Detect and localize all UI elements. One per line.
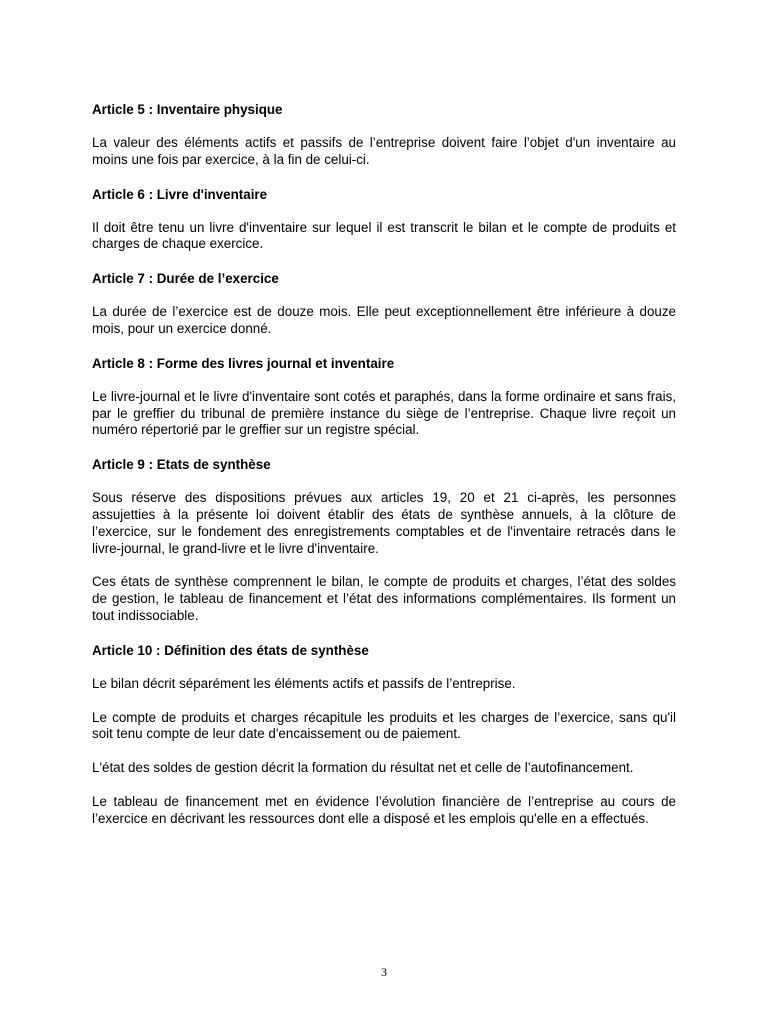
article-paragraph: Le bilan décrit séparément les éléments actifs et passifs de l’entreprise.	[92, 675, 516, 691]
article-paragraph: La durée de l’exercice est de douze mois. Elle peut exceptionnellement être inférieure à douze mois, pour un exercice donné.	[92, 304, 676, 336]
article-10	[92, 642, 676, 828]
article-heading: Article 9 : Etats de synthèse	[92, 457, 271, 473]
article-heading: Article 7 : Durée de l’exercice	[92, 271, 279, 287]
article-5	[92, 101, 676, 169]
article-heading: Article 8 : Forme des livres journal et inventaire	[92, 355, 395, 371]
article-heading: Article 5 : Inventaire physique	[92, 102, 283, 117]
article-heading: Article 10 : Définition des états de synthèse	[92, 642, 369, 658]
article-paragraph: Le livre-journal et le livre d'inventaire sont cotés et paraphés, dans la forme ordinaire et sans frais, par le greffier du tribunal de première instance du siège de l’entreprise. Chaque livre reçoit un numéro répertorié par le greffier sur un registre spécial.	[92, 388, 676, 438]
document-body	[92, 101, 676, 845]
article-paragraph: La valeur des éléments actifs et passifs de l’entreprise doivent faire l’objet d'un inventaire au moins une fois par exercice, à la fin de celui-ci.	[92, 135, 676, 167]
article-paragraph: Il doit être tenu un livre d'inventaire sur lequel il est transcrit le bilan et le compte de produits et charges de chaque exercice.	[92, 219, 676, 252]
article-7	[92, 270, 676, 338]
article-paragraph: Le tableau de financement met en évidence l’évolution financière de l’entreprise au cours de l’exercice en décrivant les ressources dont elle a disposé et les emplois qu'elle en a effectués.	[92, 793, 676, 826]
page-number: 3	[381, 965, 387, 979]
article-paragraph: Sous réserve des dispositions prévues aux articles 19, 20 et 21 ci-après, les personnes assujetties à la présente loi doivent établir des états de synthèse annuels, à la clôture de l’exercice, sur le fondement des enregistrements comptables et de l'inventaire retracés dans le livre-journal, le grand-livre et le livre d'inventaire.	[92, 490, 676, 556]
article-8	[92, 355, 676, 439]
article-6	[92, 186, 676, 254]
article-paragraph: Le compte de produits et charges récapitule les produits et les charges de l’exercice, sans qu'il soit tenu compte de leur date d'encaissement ou de paiement.	[92, 709, 676, 742]
article-paragraph: Ces états de synthèse comprennent le bilan, le compte de produits et charges, l’état des soldes de gestion, le tableau de financement et l’état des informations complémentaires. Ils forment un tout indissociable.	[92, 574, 676, 623]
article-9	[92, 456, 676, 625]
article-heading: Article 6 : Livre d'inventaire	[92, 186, 268, 202]
article-paragraph: L'état des soldes de gestion décrit la formation du résultat net et celle de l’autofinancement.	[92, 760, 634, 776]
